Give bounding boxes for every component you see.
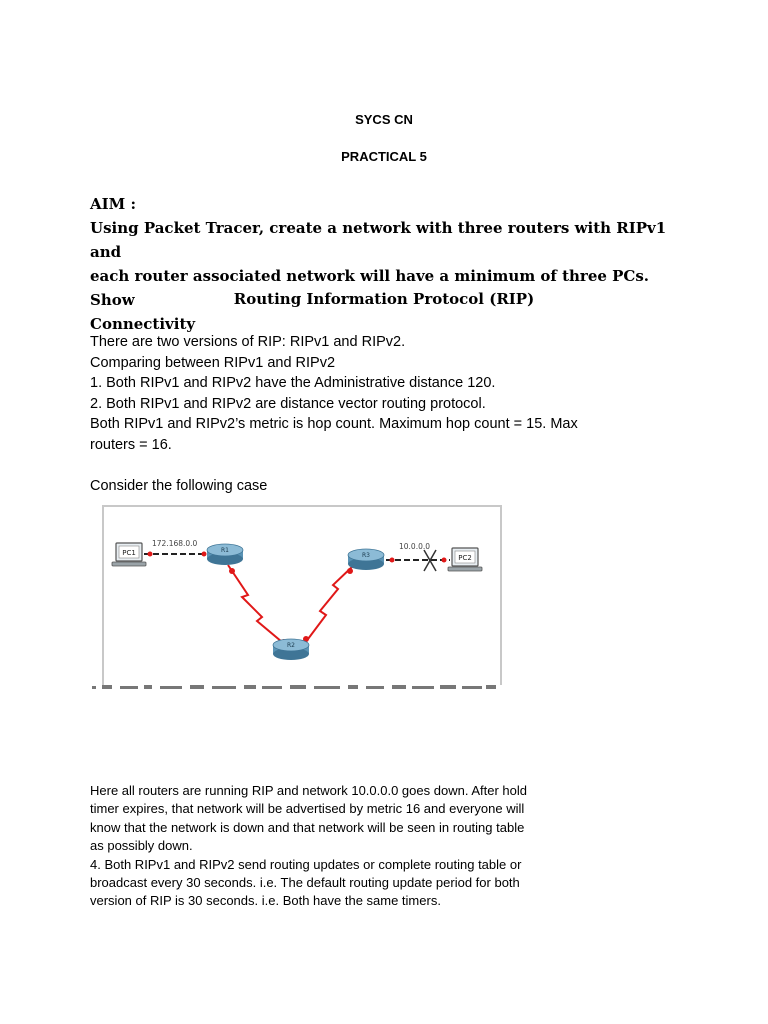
consider-text: Consider the following case <box>90 478 268 494</box>
aim-line: each router associated network will have a minimum of three PCs. Show <box>90 267 650 309</box>
explanation-line: version of RIP is 30 seconds. i.e. Both have the same timers. <box>90 893 441 909</box>
section-title: Routing Information Protocol (RIP) <box>233 290 535 308</box>
pc1-label: PC1 <box>122 549 136 557</box>
link-endpoint <box>347 568 353 574</box>
practical-heading: PRACTICAL 5 <box>341 149 427 164</box>
link-endpoint <box>390 558 395 563</box>
intro-line: Both RIPv1 and RIPv2’s metric is hop count. Maximum hop count = 15. Max <box>90 416 578 433</box>
network-label-left: 172.168.0.0 <box>152 539 198 548</box>
intro-line: 1. Both RIPv1 and RIPv2 have the Administrative distance 120. <box>90 375 496 392</box>
router-r1-label: R1 <box>221 547 229 554</box>
intro-line: There are two versions of RIP: RIPv1 and RIPv2. <box>90 334 406 350</box>
explanation-line: as possibly down. <box>90 838 193 854</box>
link-endpoint <box>229 568 235 574</box>
explanation-line: 4. Both RIPv1 and RIPv2 send routing updates or complete routing table or <box>90 856 522 872</box>
aim-section <box>90 192 690 336</box>
pc2-label: PC2 <box>458 554 472 562</box>
course-heading: SYCS CN <box>355 112 413 127</box>
intro-paragraph <box>90 332 650 456</box>
explanation-paragraph <box>90 782 570 911</box>
intro-line: routers = 16. <box>90 436 172 453</box>
network-diagram <box>102 505 502 685</box>
cropped-caption-fragment <box>90 678 510 690</box>
explanation-line: timer expires, that network will be advertised by metric 16 and everyone will <box>90 801 525 817</box>
explanation-line: broadcast every 30 seconds. i.e. The default routing update period for both <box>90 875 520 891</box>
explanation-line: Here all routers are running RIP and network 10.0.0.0 goes down. After hold <box>90 783 527 798</box>
aim-line: Using Packet Tracer, create a network with three routers with RIPv1 and <box>90 219 667 261</box>
network-label-right: 10.0.0.0 <box>399 542 431 551</box>
aim-label: AIM : <box>90 195 137 213</box>
intro-line: 2. Both RIPv1 and RIPv2 are distance vector routing protocol. <box>90 395 486 412</box>
router-r3-label: R3 <box>362 552 370 559</box>
link-endpoint <box>202 552 207 557</box>
link-endpoint <box>148 552 153 557</box>
intro-line: Comparing between RIPv1 and RIPv2 <box>90 354 336 371</box>
link-endpoint <box>442 558 447 563</box>
router-r2-label: R2 <box>287 642 295 649</box>
explanation-line: know that the network is down and that network will be seen in routing table <box>90 819 525 835</box>
aim-line: Connectivity <box>90 315 196 333</box>
